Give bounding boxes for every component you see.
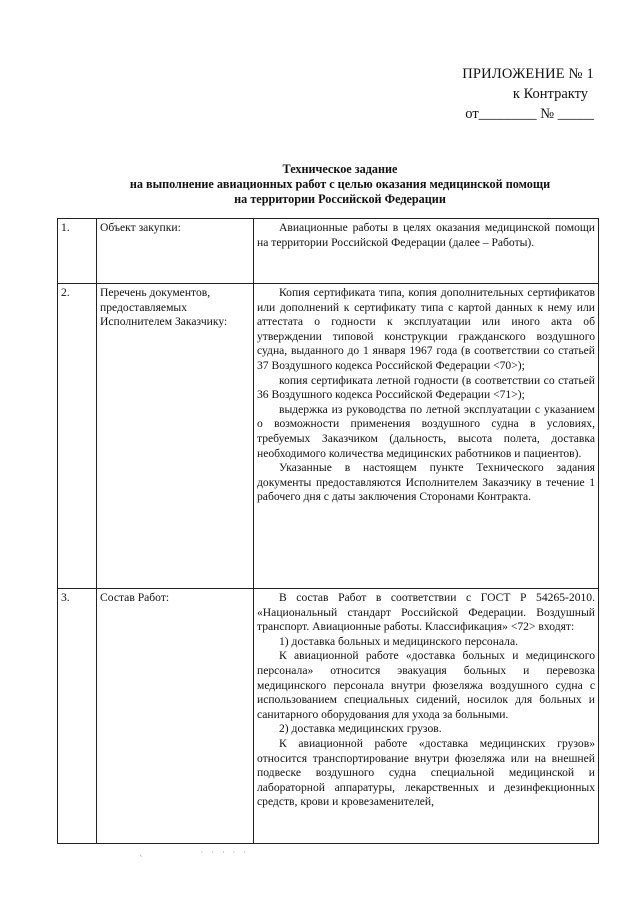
- row-content: [254, 589, 599, 844]
- paragraph: 2) доставка медицинских грузов.: [279, 722, 442, 736]
- title-line-1: Техническое задание: [282, 162, 398, 176]
- table-row: [58, 219, 599, 284]
- row-content: [254, 219, 599, 284]
- spec-table: [57, 218, 599, 844]
- appendix-contract-ref: к Контракту: [512, 86, 588, 102]
- paragraph: копия сертификата летной годности (в соответствии со статьей 36 Воздушного кодекса Российской Федерации <71>);: [257, 373, 595, 402]
- row-name: Состав Работ:: [97, 589, 254, 844]
- row-content: [254, 284, 599, 589]
- document-title: [60, 162, 620, 207]
- title-line-2: на выполнение авиационных работ с целью оказания медицинской помощи: [129, 177, 551, 191]
- title-line-3: на территории Российской Федерации: [234, 192, 446, 206]
- row-number: 2.: [58, 284, 97, 589]
- row-number: 3.: [58, 589, 97, 844]
- paragraph: К авиационной работе «доставка медицинских грузов» относится транспортирование внутри фюзеляжа или на внешней подвеске воздушного судна специальной медицинской и лабораторной аппаратуры, лекарственных и дезинфекционных средств, крови и кровезаменителей,: [257, 736, 595, 809]
- paragraph: выдержка из руководства по летной эксплуатации с указанием о возможности применения воздушного судна в условиях, требуемых Заказчиком (дальность, высота полета, доставка необходимого количества медицинских работников и пациентов).: [257, 402, 595, 460]
- appendix-number: ПРИЛОЖЕНИЕ № 1: [462, 66, 594, 82]
- paragraph: Указанные в настоящем пункте Технического задания документы предоставляются Исполнителем Заказчику в течение 1 рабочего дня с даты заключения Сторонами Контракта.: [257, 461, 595, 504]
- appendix-date-number-line: от________ № _____: [465, 106, 594, 122]
- paragraph: 1) доставка больных и медицинского персонала.: [279, 634, 518, 648]
- table-row: [58, 589, 599, 844]
- row-name: Объект закупки:: [97, 219, 254, 284]
- scan-artifact: ˛ · · · · ·: [140, 848, 249, 857]
- row-name: Перечень документов, предоставляемых Исполнителем Заказчику:: [97, 284, 254, 589]
- paragraph: В состав Работ в соответствии с ГОСТ Р 54265-2010. «Национальный стандарт Российской Федерации. Воздушный транспорт. Авиационные работы. Классификация» <72> входят:: [257, 591, 595, 634]
- paragraph: Копия сертификата типа, копия дополнительных сертификатов или дополнений к сертификату типа с картой данных к нему или аттестата о годности к эксплуатации или иного акта об утверждении типовой конструкции гражданского воздушного судна, выданного до 1 января 1967 года (в соответствии со статьей 37 Воздушного кодекса Российской Федерации <70>);: [257, 286, 595, 372]
- row-number: 1.: [58, 219, 97, 284]
- table-row: [58, 284, 599, 589]
- appendix-header: [462, 64, 594, 124]
- paragraph: К авиационной работе «доставка больных и медицинского персонала» относится эвакуация больных и перевозка медицинского персонала внутри фюзеляжа воздушного судна с использованием специальных сидений, носилок для больных и санитарного оборудования для ухода за больными.: [257, 649, 595, 721]
- paragraph: Авиационные работы в целях оказания медицинской помощи на территории Российской Федерации (далее – Работы).: [257, 221, 595, 249]
